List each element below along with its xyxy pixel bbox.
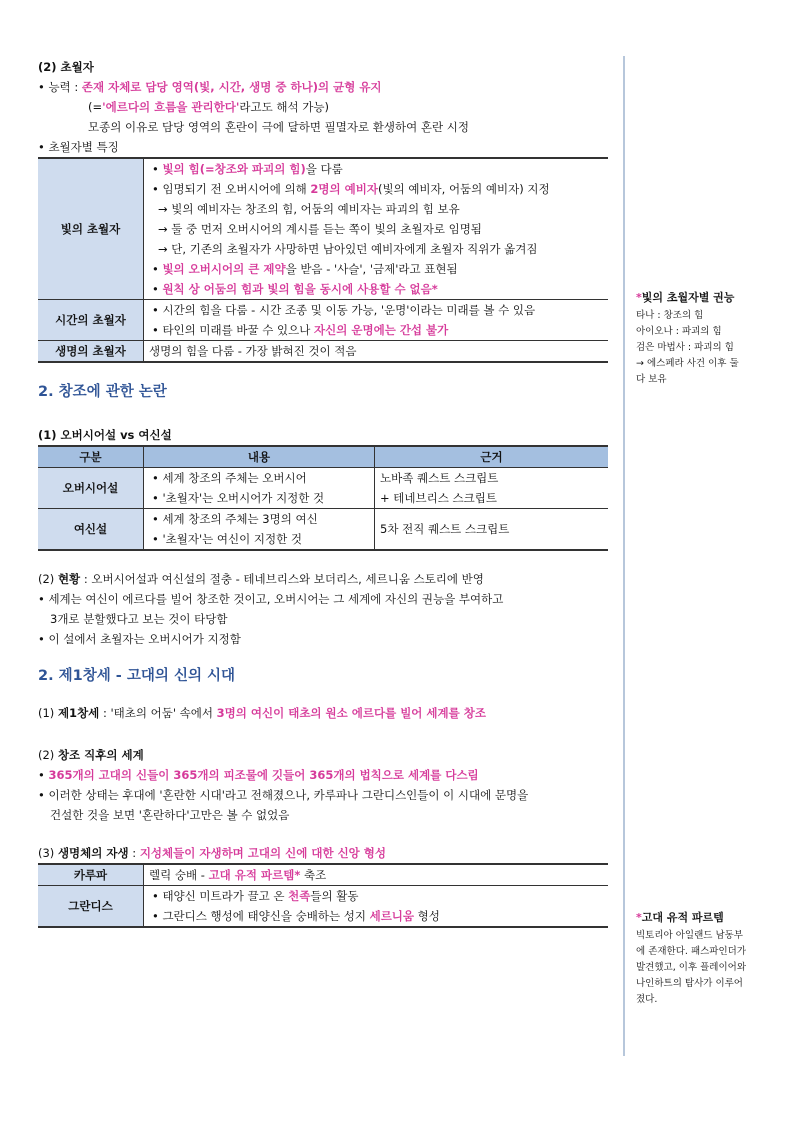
section-title-first-genesis: 2. 제1창세 - 고대의 신의 시대	[38, 668, 236, 684]
table-row: 여신설 • 세계 창조의 주체는 3명의 여신 • '초월자'는 여신이 지정한 것 5차 전직 퀘스트 스크립트	[38, 509, 608, 551]
life-emergence-heading: (3) 생명체의 자생 : 지성체들이 자생하며 고대의 신에 대한 신앙 형성	[38, 846, 387, 860]
table-row-time: 시간의 초월자 • 시간의 힘을 다룸 - 시간 조종 및 이동 가능, '운명'이라는 미래를 볼 수 있음	[38, 300, 608, 321]
features-label: • 초월자별 특징	[38, 137, 610, 157]
debate-table	[38, 445, 608, 551]
table-row-life: 생명의 초월자 생명의 힘을 다룸 - 가장 밝혀진 것이 적음	[38, 341, 608, 363]
ability-line-3: 모종의 이유로 담당 영역의 혼란이 극에 달하면 필멸자로 환생하여 혼란 시정	[88, 120, 469, 134]
table-header: 구분 내용 근거	[38, 446, 608, 468]
table-row-grandis: 그란디스 • 태양신 미트라가 끌고 온 천족들의 활동	[38, 886, 608, 907]
side-note-light-powers: *빛의 초월자별 권능 타나 : 창조의 힘 아이오나 : 파괴의 힘 검은 마법사 : 파괴의 힘 → 에스페라 사건 이후 둘 다 보유	[636, 291, 739, 385]
table-row-light: 빛의 초월자 • 빛의 힘(=창조와 파괴의 힘)을 다룸	[38, 158, 608, 179]
table-row-karupa: 카루파 렐릭 숭배 - 고대 유적 파르템* 축조	[38, 864, 608, 886]
main-column: (2) 초월자 • 능력 : 존재 자체로 담당 영역(빛, 시간, 생명 중 하나)의 균형 유지 (='에르다의 흐름을 관리한다'라고도 해석 가능) 모종의 이유로 담당 영역의 혼란이 극에 달하면 필멸자로 환생하여 혼란 시정 • 초월자별 특징 빛의 초월자 • 빛의 힘(=창조와 파괴의 힘)을 다룸 • 임명되기 전 오버시어에 의해 2명의 예비자(빛의 예비자, 어둠의 예비자) 지정 → 빛의 예비자는 창조의 힘, 어둠의 예비자는 파괴의 힘 보유 → 둘 중 먼저 오버시어의 계시를 듣는 쪽이 빛의 초월자로 임명됨 → 단, 기존의 초월자가 사망하면 남아있던 예비자에게 초월자 직위가 옮겨짐 • 빛의 오버시어의 큰 제약을 받음 - '사슬', '금제'라고 표현됨 • 원칙 상 어둠의 힘과 빛의 힘을 동시에 사용할 수 없음* 시간의 초월자 • 시간의 힘을 다룸 - 시간 조종 및 이동 가능, '운명'이라는 미래를 볼 수 있음 • 타인의 미래를 바꿀 수 있으나 자신의 운명에는 간섭 불가 생명의 초월자 생명의 힘을 다룸 - 가장 밝혀진 것이 적음 2. 창조에 관한 논란 (1) 오버시어설 vs 여신설 구분 내용 근거 오버시어설 • 세계 창조의 주체는 오버시어 • '초월자'는 오버시어가 지정한 것 노바족 퀘스트 스크립트 + 테네브리스 스크립트 여신설 • 세계 창조의 주체는 3명의 여신 • '초월자'는 여신이 지정한 것 5차 전직 퀘스트 스크립트 (2) 현황 : 오버시어설과 여신설의 절충 - 테네브리스와 보더리스, 세르니움 스토리에 반영 • 세계는 여신이 에르다를 빌어 창조한 것이고, 오버시어는 그 세계에 자신의 권능을 부여하고 3개로 분할했다고 보는 것이 타당함 • 이 설에서 초월자는 오버시어가 지정함 2. 제1창세 - 고대의 신의 시대 (1) 제1창세 : '태초의 어둠' 속에서 3명의 여신이 태초의 원소 에르다를 빌어 세계를 창조 (2) 창조 직후의 세계 • 365개의 고대의 신들이 365개의 피조물에 깃들어 365개의 법칙으로 세계를 다스림 • 이러한 상태는 후대에 '혼란한 시대'라고 전해졌으나, 카루파나 그란디스인들이 이 시대에 문명을 건설한 것을 보면 '혼란하다'고만은 볼 수 없었음 (3) 생명체의 자생 : 지성체들이 자생하며 고대의 신에 대한 신앙 형성 카루파 렐릭 숭배 - 고대 유적 파르템* 축조 그란디스 • 태양신 미트라가 끌고 온 천족들의 활동 • 그란디스 행성에 태양신을 숭배하는 성지 세르니움 형성	[38, 57, 610, 928]
subsection-heading-debate: (1) 오버시어설 vs 여신설	[38, 428, 172, 442]
genesis-line: (1) 제1창세 : '태초의 어둠' 속에서 3명의 여신이 태초의 원소 에르다를 빌어 세계를 창조	[38, 706, 486, 720]
ability-line-2: (='에르다의 흐름을 관리한다'라고도 해석 가능)	[88, 100, 329, 114]
civilization-table: 카루파 렐릭 숭배 - 고대 유적 파르템* 축조 그란디스 • 태양신 미트라가 끌고 온 천족들의 활동 • 그란디스 행성에 태양신을 숭배하는 성지 세르니움 형성	[38, 863, 608, 928]
row-label: 생명의 초월자	[38, 341, 144, 363]
margin-rule	[623, 56, 625, 1056]
subsection-heading-transcendents: (2) 초월자	[38, 60, 94, 74]
post-creation-heading: (2) 창조 직후의 세계	[38, 748, 144, 762]
ability-line: • 능력 : 존재 자체로 담당 영역(빛, 시간, 생명 중 하나)의 균형 유지	[38, 77, 610, 97]
side-note-partem: *고대 유적 파르템 빅토리아 아일랜드 남동부 에 존재한다. 패스파인더가 발견했고, 이후 플레이어와 나인하트의 탐사가 이루어 졌다.	[636, 911, 747, 1005]
ability-highlight: 존재 자체로 담당 영역(빛, 시간, 생명 중 하나)의 균형 유지	[81, 80, 382, 94]
status-line: (2) 현황 : 오버시어설과 여신설의 절충 - 테네브리스와 보더리스, 세르니움 스토리에 반영	[38, 572, 484, 586]
transcendent-table: 빛의 초월자 • 빛의 힘(=창조와 파괴의 힘)을 다룸 • 임명되기 전 오버시어에 의해 2명의 예비자(빛의 예비자, 어둠의 예비자) 지정 → 빛의 예비자는 창조의 힘, 어둠의 예비자는 파괴의 힘 보유 → 둘 중 먼저 오버시어의 계시를 듣는 쪽이 빛의 초월자로 임명됨 → 단, 기존의 초월자가 사망하면 남아있던 예비자에게 초월자 직위가 옮겨짐 • 빛의 오버시어의 큰 제약을 받음 - '사슬', '금제'라고 표현됨 • 원칙 상 어둠의 힘과 빛의 힘을 동시에 사용할 수 없음* 시간의 초월자 • 시간의 힘을 다룸 - 시간 조종 및 이동 가능, '운명'이라는 미래를 볼 수 있음 • 타인의 미래를 바꿀 수 있으나 자신의 운명에는 간섭 불가 생명의 초월자 생명의 힘을 다룸 - 가장 밝혀진 것이 적음	[38, 157, 608, 363]
row-label: 시간의 초월자	[38, 300, 144, 341]
table-row: 오버시어설 • 세계 창조의 주체는 오버시어 • '초월자'는 오버시어가 지정한 것 노바족 퀘스트 스크립트 + 테네브리스 스크립트	[38, 468, 608, 509]
section-title-creation-debate: 2. 창조에 관한 논란	[38, 384, 167, 400]
row-label: 빛의 초월자	[38, 158, 144, 300]
